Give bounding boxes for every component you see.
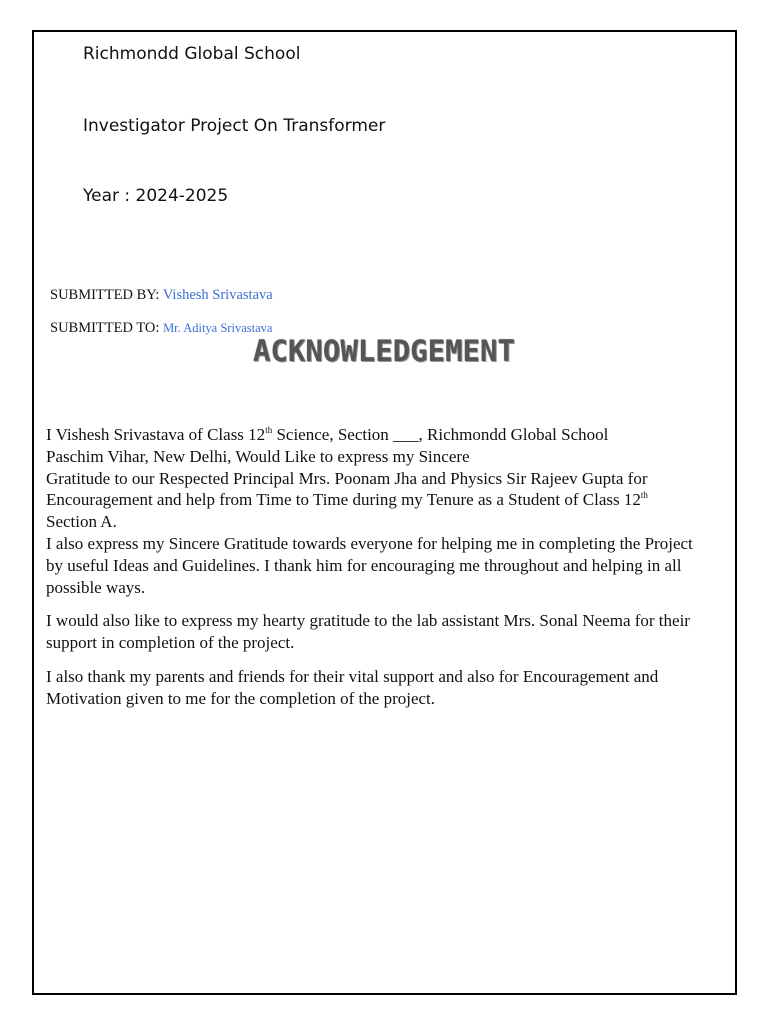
acknowledgement-body xyxy=(46,424,706,710)
paragraph-3: I would also like to express my hearty gratitude to the lab assistant Mrs. Sonal Neema for their support in completion of the project. xyxy=(46,611,690,653)
academic-year: Year : 2024-2025 xyxy=(83,186,229,206)
submitted-by xyxy=(50,287,273,304)
para1-line-4: Encouragement and help from Time to Time during my Tenure as a Student of Class 12 xyxy=(46,490,641,510)
para1-line-5: Section A. xyxy=(46,512,117,532)
submitted-by-name: Vishesh Srivastava xyxy=(162,287,273,303)
paragraph-1 xyxy=(46,424,706,533)
acknowledgement-heading: ACKNOWLEDGEMENT xyxy=(253,334,515,368)
para1-text-2: Science, Section ___, Richmondd Global School xyxy=(272,425,609,444)
paragraph-4: I also thank my parents and friends for their vital support and also for Encouragement and Motivation given to me for the completion of the project. xyxy=(46,666,659,708)
para1-text-1: I Vishesh Srivastava of Class 12 xyxy=(46,425,266,444)
project-title: Investigator Project On Transformer xyxy=(83,116,386,136)
para1-superscript-1: th xyxy=(265,425,273,435)
para1-line-3: Gratitude to our Respected Principal Mrs. Poonam Jha and Physics Sir Rajeev Gupta for xyxy=(46,468,648,488)
para1-line-2: Paschim Vihar, New Delhi, Would Like to express my Sincere xyxy=(46,446,470,466)
para1-superscript-2: th xyxy=(640,490,648,501)
paragraph-2: I also express my Sincere Gratitude towards everyone for helping me in completing the Project by useful Ideas and Guidelines. I thank him for encouraging me throughout and helping in all possible ways. xyxy=(46,533,693,597)
school-name: Richmondd Global School xyxy=(83,44,301,64)
submitted-by-label: SUBMITTED BY: xyxy=(50,287,163,303)
submitted-to-name: Mr. Aditya Srivastava xyxy=(163,321,273,335)
submitted-to-label: SUBMITTED TO: xyxy=(50,320,164,336)
